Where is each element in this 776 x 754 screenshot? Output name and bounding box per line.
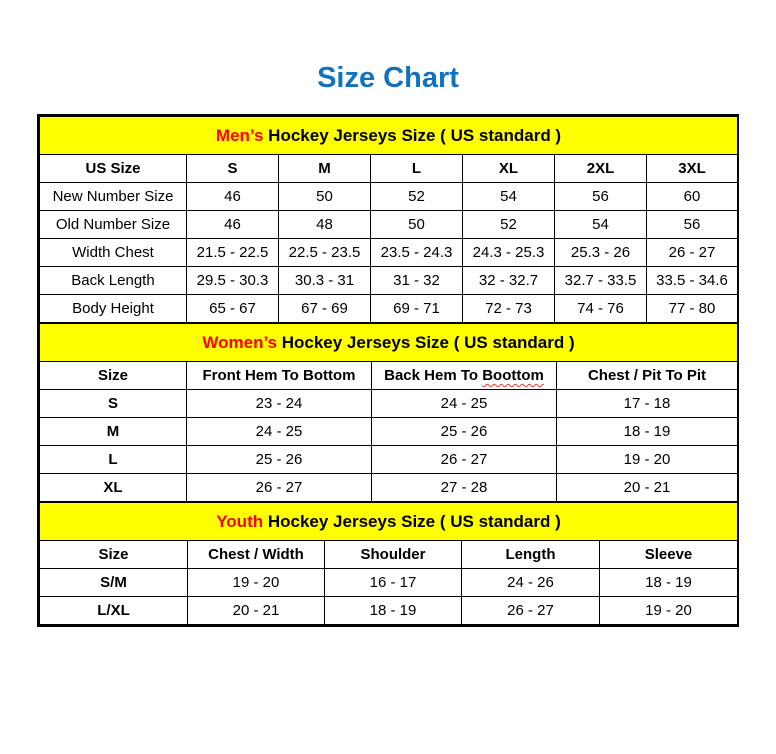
mens-section-band: [40, 117, 738, 155]
size-value-cell: 31 - 32: [371, 267, 463, 295]
row-label: Width Chest: [40, 239, 187, 267]
misspelled-word: Boottom: [482, 367, 544, 384]
back-hem-prefix: Back Hem To: [384, 367, 483, 384]
column-header: Size: [40, 362, 187, 390]
column-header: L: [371, 155, 463, 183]
size-value-cell: 72 - 73: [463, 295, 555, 323]
size-value-cell: 23.5 - 24.3: [371, 239, 463, 267]
size-value-cell: 48: [279, 211, 371, 239]
size-value-cell: 18 - 19: [600, 569, 738, 597]
youth-header-row: [40, 541, 738, 569]
row-label: Back Length: [40, 267, 187, 295]
size-value-cell: 26 - 27: [187, 474, 372, 502]
size-value-cell: 22.5 - 23.5: [279, 239, 371, 267]
mens-highlight-word: Men’s: [215, 125, 264, 145]
size-value-cell: 20 - 21: [188, 597, 325, 625]
size-value-cell: 74 - 76: [555, 295, 647, 323]
size-value-cell: 17 - 18: [557, 390, 738, 418]
size-value-cell: 56: [555, 183, 647, 211]
table-row: [40, 239, 738, 267]
column-header: Chest / Width: [188, 541, 325, 569]
womens-section-title: [40, 324, 738, 362]
table-row: [40, 418, 738, 446]
size-value-cell: 24 - 25: [372, 390, 557, 418]
womens-header-row: [40, 362, 738, 390]
row-label: M: [40, 418, 187, 446]
row-label: XL: [40, 474, 187, 502]
table-row: [40, 183, 738, 211]
row-label: S: [40, 390, 187, 418]
column-header: US Size: [40, 155, 187, 183]
size-value-cell: 54: [555, 211, 647, 239]
size-value-cell: 26 - 27: [462, 597, 600, 625]
youth-section-band: [40, 503, 738, 541]
row-label: Old Number Size: [40, 211, 187, 239]
table-row: [40, 597, 738, 625]
mens-section-title: [40, 117, 738, 155]
size-value-cell: 67 - 69: [279, 295, 371, 323]
column-header: XL: [463, 155, 555, 183]
table-row: [40, 211, 738, 239]
size-value-cell: 16 - 17: [325, 569, 462, 597]
page-title: Size Chart: [317, 62, 459, 94]
size-value-cell: 60: [647, 183, 738, 211]
womens-size-table: [39, 323, 738, 502]
column-header: Chest / Pit To Pit: [557, 362, 738, 390]
size-value-cell: 26 - 27: [647, 239, 738, 267]
size-value-cell: 18 - 19: [557, 418, 738, 446]
womens-section-band: [40, 324, 738, 362]
womens-highlight-word: Women’s: [202, 332, 277, 352]
womens-band-text: Hockey Jerseys Size ( US standard ): [277, 332, 575, 352]
size-chart-block: [37, 114, 739, 627]
youth-highlight-word: Youth: [216, 511, 264, 531]
column-header-misspelled: [372, 362, 557, 390]
table-row: [40, 569, 738, 597]
size-value-cell: 24 - 25: [187, 418, 372, 446]
size-value-cell: 56: [647, 211, 738, 239]
row-label: S/M: [40, 569, 188, 597]
row-label: L/XL: [40, 597, 188, 625]
size-value-cell: 54: [463, 183, 555, 211]
table-row: [40, 295, 738, 323]
column-header: Sleeve: [600, 541, 738, 569]
size-value-cell: 19 - 20: [600, 597, 738, 625]
size-value-cell: 23 - 24: [187, 390, 372, 418]
size-value-cell: 52: [371, 183, 463, 211]
row-label: New Number Size: [40, 183, 187, 211]
size-value-cell: 21.5 - 22.5: [187, 239, 279, 267]
column-header: S: [187, 155, 279, 183]
size-value-cell: 26 - 27: [372, 446, 557, 474]
youth-size-table: [39, 502, 738, 625]
size-value-cell: 27 - 28: [372, 474, 557, 502]
size-value-cell: 20 - 21: [557, 474, 738, 502]
column-header: Size: [40, 541, 188, 569]
size-value-cell: 29.5 - 30.3: [187, 267, 279, 295]
size-value-cell: 30.3 - 31: [279, 267, 371, 295]
size-value-cell: 46: [187, 183, 279, 211]
size-value-cell: 50: [371, 211, 463, 239]
size-value-cell: 32.7 - 33.5: [555, 267, 647, 295]
table-row: [40, 390, 738, 418]
youth-band-text: Hockey Jerseys Size ( US standard ): [263, 511, 561, 531]
size-value-cell: 18 - 19: [325, 597, 462, 625]
size-value-cell: 65 - 67: [187, 295, 279, 323]
row-label: Body Height: [40, 295, 187, 323]
column-header: M: [279, 155, 371, 183]
row-label: L: [40, 446, 187, 474]
size-value-cell: 25.3 - 26: [555, 239, 647, 267]
mens-band-text: Hockey Jerseys Size ( US standard ): [263, 125, 562, 145]
youth-section-title: [40, 503, 738, 541]
size-value-cell: 46: [187, 211, 279, 239]
table-row: [40, 474, 738, 502]
size-value-cell: 24.3 - 25.3: [463, 239, 555, 267]
size-value-cell: 69 - 71: [371, 295, 463, 323]
table-row: [40, 267, 738, 295]
size-value-cell: 52: [463, 211, 555, 239]
column-header: Shoulder: [325, 541, 462, 569]
table-row: [40, 446, 738, 474]
column-header: Length: [462, 541, 600, 569]
mens-size-table: [39, 116, 738, 323]
size-value-cell: 19 - 20: [557, 446, 738, 474]
column-header: 3XL: [647, 155, 738, 183]
column-header: Front Hem To Bottom: [187, 362, 372, 390]
mens-header-row: [40, 155, 738, 183]
column-header: 2XL: [555, 155, 647, 183]
size-value-cell: 25 - 26: [372, 418, 557, 446]
size-value-cell: 77 - 80: [647, 295, 738, 323]
size-value-cell: 25 - 26: [187, 446, 372, 474]
size-value-cell: 50: [279, 183, 371, 211]
size-value-cell: 33.5 - 34.6: [647, 267, 738, 295]
size-value-cell: 32 - 32.7: [463, 267, 555, 295]
size-value-cell: 19 - 20: [188, 569, 325, 597]
size-value-cell: 24 - 26: [462, 569, 600, 597]
